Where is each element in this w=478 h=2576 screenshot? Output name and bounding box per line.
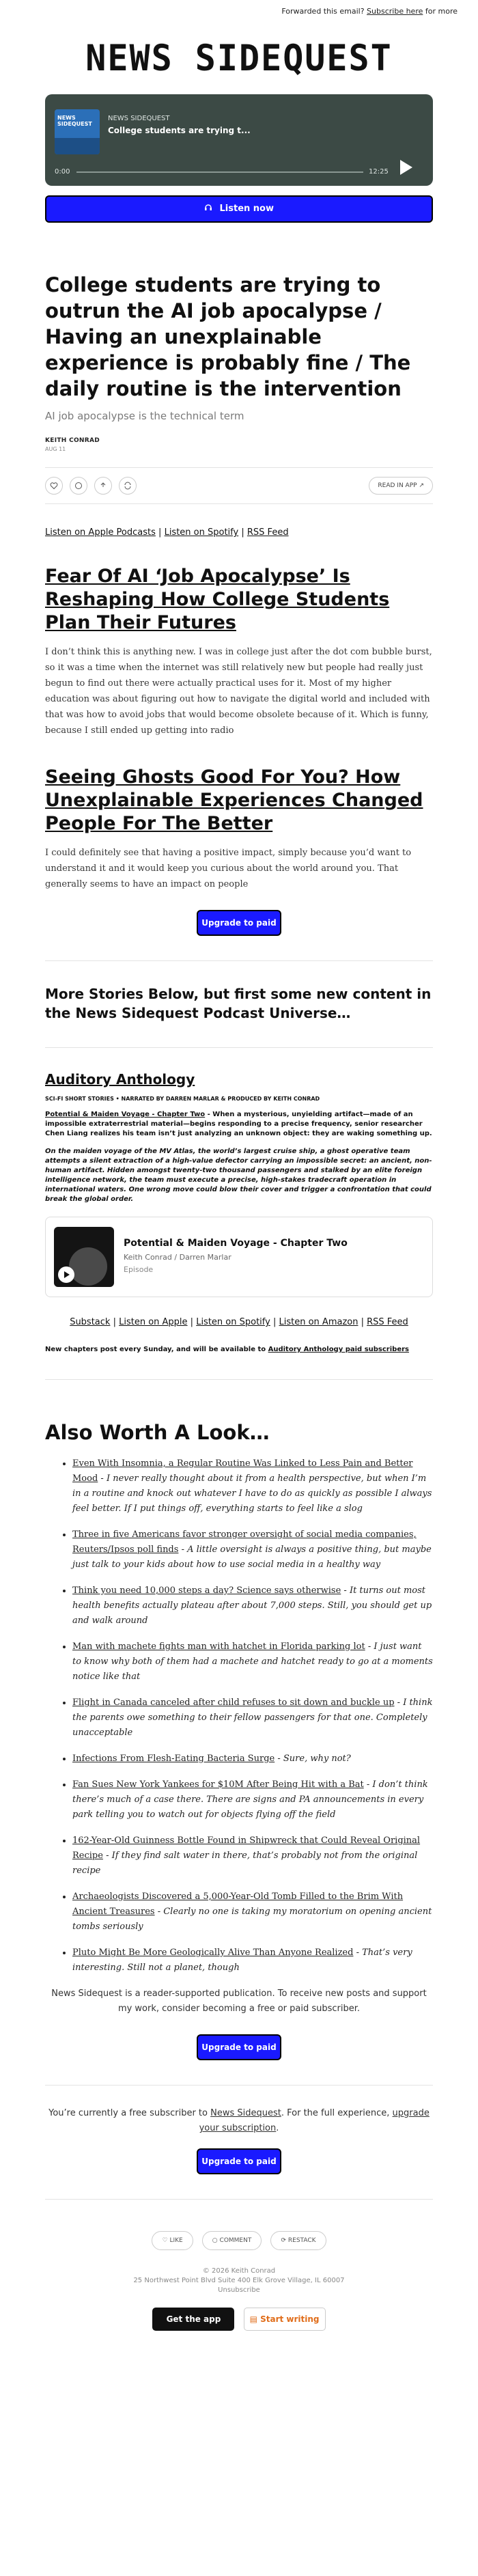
- restack-icon: ⟳: [281, 2237, 286, 2244]
- list-item-link[interactable]: Fan Sues New York Yankees for $10M After Being Hit with a Bat: [72, 1779, 364, 1790]
- post-date: AUG 11: [45, 446, 66, 452]
- copyright-text: © 2026 Keith Conrad: [202, 2267, 276, 2275]
- player-time-end: 12:25: [369, 168, 389, 176]
- list-item-link[interactable]: Man with machete fights man with hatchet in Florida parking lot: [72, 1642, 365, 1652]
- artwork-label: NEWS SIDEQUEST: [57, 115, 92, 127]
- story-heading-2[interactable]: Seeing Ghosts Good For You? How Unexplainable Experiences Changed People For The Better: [45, 766, 423, 834]
- list-item-link[interactable]: Pluto Might Be More Geologically Alive Than Anyone Realized: [72, 1948, 354, 1958]
- anthology-episode-link[interactable]: Potential & Maiden Voyage - Chapter Two: [45, 1111, 206, 1118]
- rss-feed-link[interactable]: RSS Feed: [247, 527, 289, 538]
- separator: |: [241, 527, 244, 538]
- restack-icon[interactable]: [119, 477, 137, 495]
- list-item-comment: - A little oversight is always a positive thing, but maybe just talk to your kids about how to use social media in a healthy way: [72, 1545, 432, 1570]
- anthology-subscribe-link[interactable]: Auditory Anthology paid subscribers: [268, 1346, 409, 1353]
- like-label: LIKE: [169, 2237, 183, 2244]
- list-item-link[interactable]: Even With Insomnia, a Regular Routine Was Linked to Less Pain and Better Mood: [72, 1458, 413, 1484]
- episode-type: Episode: [124, 1265, 154, 1274]
- anthology-synopsis: On the maiden voyage of the MV Atlas, the world’s largest cruise ship, a ghost operative team attempts a silent extraction of a high-value defector carrying an impossible secret: an ancient, non-human artifact. Hidden amongst twenty-two thousand passengers and stalked by an elite foreign intelligence network, the team must execute a precise, high-stakes tradecraft operation in international waters. One wrong move could blow their cover and trigger a confrontation that could break the global order.: [45, 1148, 432, 1203]
- masthead-logo[interactable]: NEWS SIDEQUEST: [85, 37, 393, 79]
- substack-logo-icon: ▤: [249, 2314, 257, 2324]
- artwork-decoration: [55, 138, 100, 154]
- player-publication: NEWS SIDEQUEST: [108, 115, 170, 122]
- upgrade-button[interactable]: Upgrade to paid: [197, 2034, 281, 2060]
- list-item-comment: - I just want to know why both of them had a machete and hatchet ready to go at a moments notice like that: [72, 1642, 433, 1682]
- comment-label: COMMENT: [219, 2237, 252, 2244]
- list-item: [72, 1583, 433, 1629]
- get-app-button[interactable]: Get the app: [152, 2308, 234, 2331]
- more-stories-heading: More Stories Below, but first some new content in the News Sidequest Podcast Universe…: [45, 986, 432, 1021]
- free-subscriber-text: .: [276, 2123, 279, 2133]
- list-item-comment: - I never really thought about it from a health perspective, but when I’m in a routine and knock out whatever I have to do as quickly as possible I always feel better. If I put things off, everything starts to feel like a slog: [72, 1473, 432, 1514]
- spotify-link[interactable]: Listen on Spotify: [164, 527, 239, 538]
- upgrade-subscription-link[interactable]: upgrade your subscription: [199, 2108, 430, 2133]
- forward-text: Forwarded this email?: [281, 7, 365, 16]
- list-item-comment: - That’s very interesting. Still not a planet, though: [72, 1948, 412, 1973]
- episode-artwork: [54, 1227, 114, 1287]
- list-item: [72, 1639, 433, 1685]
- list-item-link[interactable]: Flight in Canada canceled after child refuses to sit down and buckle up: [72, 1698, 395, 1708]
- post-title[interactable]: College students are trying to outrun the AI job apocalypse / Having an unexplainable experience is probably fine / The daily routine is the intervention: [45, 273, 411, 400]
- substack-link[interactable]: Substack: [70, 1317, 111, 1327]
- subscribe-link[interactable]: Subscribe here: [367, 7, 423, 16]
- list-item: [72, 1527, 433, 1573]
- start-writing-label: Start writing: [260, 2314, 320, 2324]
- divider: [45, 960, 433, 961]
- list-item-link[interactable]: Infections From Flesh-Eating Bacteria Surge: [72, 1754, 275, 1764]
- list-item-link[interactable]: 162-Year-Old Guinness Bottle Found in Shipwreck that Could Reveal Original Recipe: [72, 1836, 421, 1861]
- apple-link[interactable]: Listen on Apple: [119, 1317, 188, 1327]
- anthology-description-text: - When a mysterious, unyielding artifact—made of an impossible extraterrestrial material—begins responding to a precise frequency, senior researcher Chen Liang realizes his team isn’t just analyzing an unknown object: they are waking something up.: [45, 1111, 432, 1137]
- anthology-heading[interactable]: Auditory Anthology: [45, 1071, 195, 1088]
- anthology-links: Substack | Listen on Apple | Listen on Spotify | Listen on Amazon | RSS Feed: [70, 1317, 408, 1327]
- upgrade-button[interactable]: Upgrade to paid: [197, 910, 281, 936]
- comment-button[interactable]: [202, 2231, 262, 2250]
- separator: |: [158, 527, 162, 538]
- list-item-comment: - Clearly no one is taking my moratorium on opening ancient tombs seriously: [72, 1907, 432, 1932]
- free-subscriber-message: [45, 2106, 433, 2136]
- list-item-link[interactable]: Think you need 10,000 steps a day? Science says otherwise: [72, 1585, 341, 1596]
- headphones-icon: [204, 197, 212, 221]
- unsubscribe-link[interactable]: Unsubscribe: [218, 2286, 260, 2294]
- list-item-comment: - I don’t think there’s much of a case there. There are signs and PA announcements in every park telling you to watch out for objects flying off the field: [72, 1779, 428, 1820]
- player-title: College students are trying t...: [108, 126, 251, 135]
- story-body-1: I don’t think this is anything new. I was in college just after the dot com bubble burst, so it was a time when the internet was still relatively new but people had really just begun to find out there were actually practical uses for it. Most of my higher education was about figuring out how to navigate the digital world and included with that was how to avoid jobs that would become obsolete because of it. Which is funny, because I still ended up getting into radio: [45, 647, 432, 736]
- list-item: [72, 1945, 433, 1976]
- start-writing-button[interactable]: [244, 2308, 326, 2331]
- anthology-note-text: New chapters post every Sunday, and will be available to: [45, 1346, 268, 1353]
- reader-supported-message: News Sidequest is a reader-supported publication. To receive new posts and support my work, consider becoming a free or paid subscriber.: [51, 1989, 427, 2014]
- list-item-link[interactable]: Archaeologists Discovered a 5,000-Year-Old Tomb Filled to the Brim With Ancient Treasures: [72, 1892, 404, 1917]
- player-progress-track[interactable]: [76, 171, 363, 173]
- list-item: [72, 1777, 433, 1823]
- read-in-app-button[interactable]: [369, 477, 433, 495]
- free-subscriber-text: You’re currently a free subscriber to: [48, 2108, 211, 2118]
- anthology-description: [45, 1110, 433, 1139]
- artwork-decoration: [69, 1247, 107, 1286]
- comment-icon: ○: [212, 2237, 218, 2244]
- app-buttons: [45, 2308, 433, 2331]
- restack-button[interactable]: [270, 2231, 326, 2250]
- list-item-comment: - Sure, why not?: [275, 1754, 351, 1764]
- episode-play-icon[interactable]: [58, 1266, 74, 1283]
- audio-player[interactable]: [45, 94, 433, 186]
- anthology-credit: SCI-FI SHORT STORIES • NARRATED BY DARREN MARLAR & PRODUCED BY KEITH CONRAD: [45, 1096, 320, 1102]
- publication-link[interactable]: News Sidequest: [210, 2108, 281, 2118]
- bottom-actions: [45, 2231, 433, 2252]
- list-item: [72, 1695, 433, 1741]
- play-icon[interactable]: [395, 157, 415, 178]
- heart-icon: ♡: [162, 2237, 168, 2244]
- comment-icon[interactable]: [70, 477, 87, 495]
- read-in-app-label: READ IN APP: [378, 482, 417, 489]
- divider: [45, 2199, 433, 2200]
- also-heading: Also Worth A Look…: [45, 1421, 270, 1444]
- list-item: [72, 1456, 433, 1516]
- list-item-link[interactable]: Three in five Americans favor stronger oversight of social media companies, Reuters/Ipsos poll finds: [72, 1529, 417, 1555]
- divider: [45, 2085, 433, 2086]
- list-item-comment: - I think the parents owe something to their fellow passengers for that one. Completely unacceptable: [72, 1698, 433, 1738]
- apple-podcasts-link[interactable]: Listen on Apple Podcasts: [45, 527, 156, 538]
- also-list: [45, 1456, 433, 1976]
- list-item-comment: - It turns out most health benefits actually plateau after about 7,000 steps. Still, you should get up and walk around: [72, 1585, 432, 1626]
- list-item: [72, 1833, 433, 1879]
- share-icon[interactable]: [94, 477, 112, 495]
- upgrade-button[interactable]: Upgrade to paid: [197, 2148, 281, 2174]
- like-button[interactable]: [152, 2231, 193, 2250]
- copyright-block: [45, 2267, 433, 2295]
- restack-label: RESTACK: [287, 2237, 316, 2244]
- podcast-artwork: [55, 109, 100, 154]
- list-item: [72, 1889, 433, 1935]
- divider: [45, 1379, 433, 1380]
- story-heading-1[interactable]: Fear Of AI ‘Job Apocalypse’ Is Reshaping How College Students Plan Their Futures: [45, 566, 390, 633]
- list-item-comment: - If they find salt water in there, that’s probably not from the original recipe: [72, 1851, 418, 1876]
- arrow-up-right-icon: ↗: [419, 482, 424, 489]
- post-subtitle: AI job apocalypse is the technical term: [45, 410, 244, 422]
- address-text: 25 Northwest Point Blvd Suite 400 Elk Grove Village, IL 60007: [133, 2277, 345, 2284]
- story-body-2: I could definitely see that having a positive impact, simply because you’d want to understand it and it would keep you curious about the world around you. That generally seems to have an impact on people: [45, 848, 412, 889]
- forward-note: [0, 0, 478, 18]
- post-author[interactable]: KEITH CONRAD: [45, 437, 100, 444]
- listen-now-button[interactable]: [45, 195, 433, 223]
- rss-link[interactable]: RSS Feed: [367, 1317, 408, 1327]
- list-item: [72, 1751, 433, 1767]
- amazon-link[interactable]: Listen on Amazon: [279, 1317, 358, 1327]
- forward-tail: for more: [425, 7, 458, 16]
- listen-links: [45, 527, 433, 538]
- player-time-start: 0:00: [55, 168, 70, 176]
- divider: [45, 1047, 433, 1048]
- episode-authors: Keith Conrad / Darren Marlar: [124, 1253, 231, 1262]
- like-icon[interactable]: [45, 477, 63, 495]
- spotify-link[interactable]: Listen on Spotify: [196, 1317, 270, 1327]
- post-content: [45, 272, 433, 2331]
- episode-card[interactable]: [45, 1217, 433, 1297]
- masthead: [0, 18, 478, 94]
- post-actions-bar: [45, 467, 433, 504]
- listen-now-label: Listen now: [219, 204, 275, 214]
- anthology-note: [45, 1345, 433, 1355]
- episode-title: Potential & Maiden Voyage - Chapter Two: [124, 1238, 348, 1249]
- free-subscriber-text: . For the full experience,: [281, 2108, 393, 2118]
